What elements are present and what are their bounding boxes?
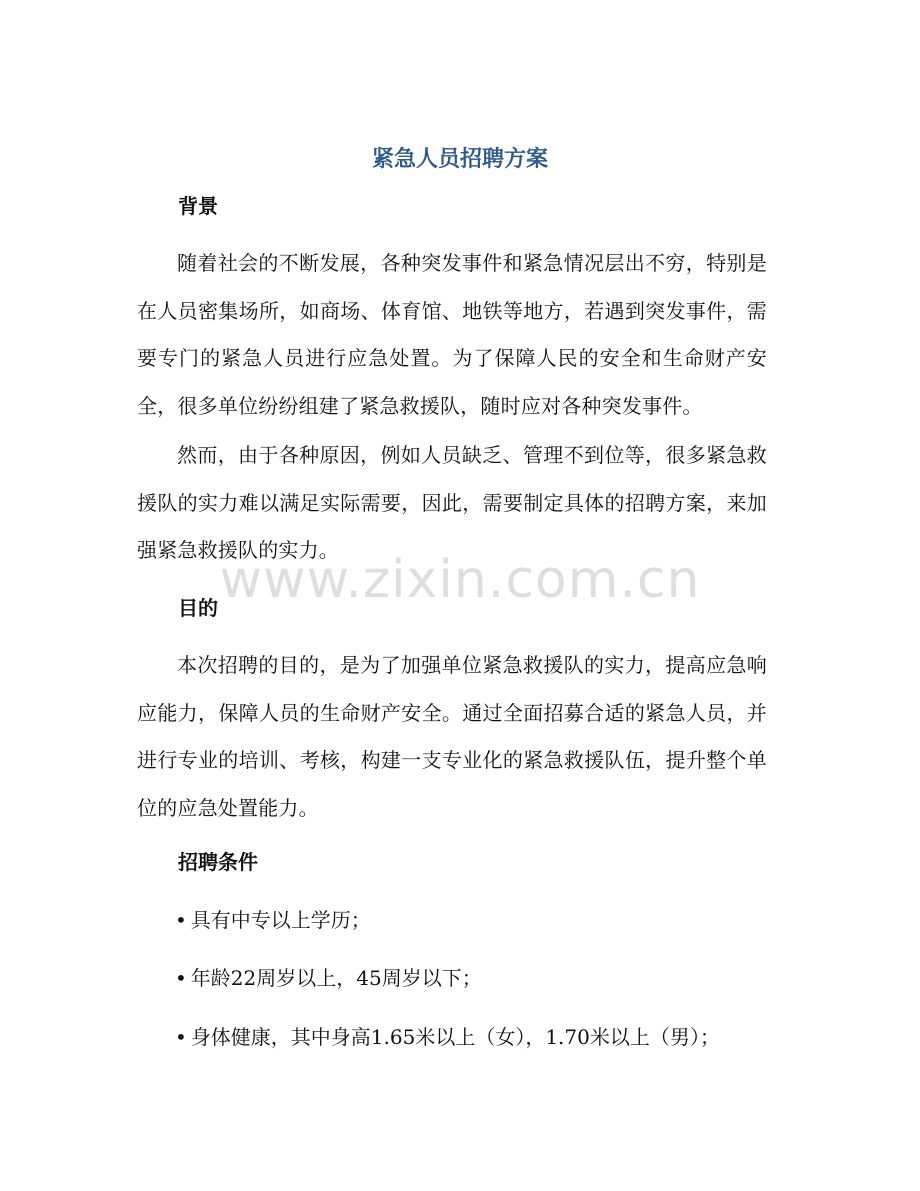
list-item-text: 身体健康，其中身高1.65米以上（女），1.70米以上（男）； <box>190 1025 720 1049</box>
bullet-icon: • <box>175 966 187 990</box>
list-item <box>175 904 371 936</box>
section-heading-requirements: 招聘条件 <box>178 850 258 874</box>
bullet-icon: • <box>175 1025 187 1049</box>
paragraph-background-2: 然而，由于各种原因，例如人员缺乏、管理不到位等，很多紧急救援队的实力难以满足实际需要，因此，需要制定具体的招聘方案，来加强紧急救援队的实力。 <box>137 443 767 562</box>
paragraph-purpose: 本次招聘的目的，是为了加强单位紧急救援队的实力，提高应急响应能力，保障人员的生命财产安全。通过全面招募合适的紧急人员，并进行专业的培训、考核，构建一支专业化的紧急救援队伍，提升整个单位的应急处置能力。 <box>137 653 767 820</box>
list-item <box>175 1021 720 1053</box>
list-item <box>175 962 482 994</box>
section-heading-background: 背景 <box>178 194 218 218</box>
watermark: www.zixin.com.cn <box>219 550 701 610</box>
list-item-text: 具有中专以上学历； <box>190 908 371 932</box>
paragraph-background-1: 随着社会的不断发展，各种突发事件和紧急情况层出不穷，特别是在人员密集场所，如商场、体育馆、地铁等地方，若遇到突发事件，需要专门的紧急人员进行应急处置。为了保障人民的安全和生命财产安全，很多单位纷纷组建了紧急救援队，随时应对各种突发事件。 <box>137 251 767 418</box>
document-title: 紧急人员招聘方案 <box>371 147 548 172</box>
bullet-icon: • <box>175 908 187 932</box>
list-item-text: 年龄22周岁以上，45周岁以下； <box>190 966 482 990</box>
section-heading-purpose: 目的 <box>178 596 218 620</box>
